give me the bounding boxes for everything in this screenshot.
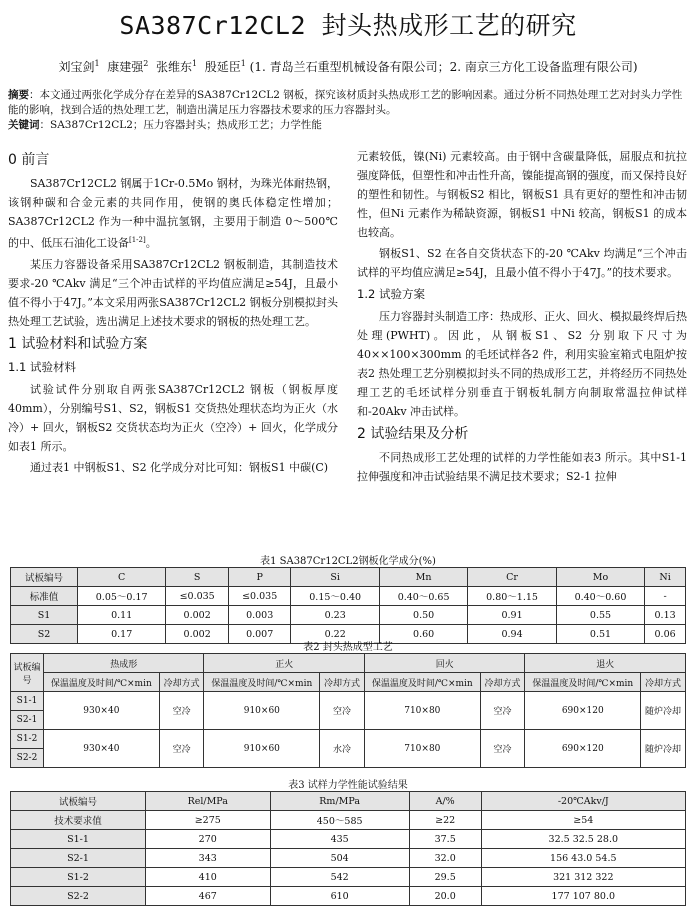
cell: 空冷 xyxy=(320,692,365,730)
header-cell: Cr xyxy=(468,568,556,587)
header-cell: Rel/MPa xyxy=(146,792,271,811)
keywords-text: ：SA387Cr12CL2；压力容器封头；热成形工艺；力学性能 xyxy=(39,119,322,131)
cell: 空冷 xyxy=(159,692,204,730)
paper-title: SA387Cr12CL2 封头热成形工艺的研究 xyxy=(119,11,577,40)
header-cell: Mo xyxy=(556,568,644,587)
table-caption: 表3 试样力学性能试验结果 xyxy=(288,780,408,791)
cell: S1-1 xyxy=(11,830,146,849)
cell: 随炉冷却 xyxy=(641,692,686,730)
cell: 0.13 xyxy=(645,606,686,625)
table-header-row xyxy=(11,792,686,811)
cell: 0.15～0.40 xyxy=(291,587,379,606)
table-row xyxy=(11,730,686,749)
cell: 32.0 xyxy=(409,849,481,868)
cell: 435 xyxy=(270,830,409,849)
affil-mark: 1 xyxy=(94,59,100,68)
header-cell: 正火 xyxy=(204,654,364,673)
cell: 504 xyxy=(270,849,409,868)
table1-block xyxy=(10,552,686,644)
cell: 610 xyxy=(270,887,409,906)
header-cell: 试板编号 xyxy=(11,654,44,692)
cell: 0.06 xyxy=(645,625,686,644)
cell: 0.002 xyxy=(166,625,229,644)
header-cell: 冷却方式 xyxy=(480,673,525,692)
cell: 930×40 xyxy=(44,730,160,768)
cell: S2-1 xyxy=(11,849,146,868)
paragraph: 某压力容器设备采用SA387Cr12CL2 钢板制造，其制造技术要求-20 ℃Akv 满足“三个冲击试样的平均值应满足≥54J，且最小值不得小于47J。”本文采用两张SA387Cr12CL2 钢板分别模拟封头热处理工艺试验，选出满足上述技术要求的钢板的热处理工艺。 xyxy=(8,257,338,328)
affil-mark: 2 xyxy=(143,59,149,68)
cell: 0.55 xyxy=(556,606,644,625)
cell: 0.50 xyxy=(379,606,467,625)
header-cell: C xyxy=(77,568,165,587)
cell: 29.5 xyxy=(409,868,481,887)
cell: 450～585 xyxy=(270,811,409,830)
paragraph: 试验试件分别取自两张SA387Cr12CL2 钢板（钢板厚度 40mm），分别编号S1、S2，钢板S1 交货热处理状态均为正火（水冷）+ 回火，钢板S2 交货状态均为正火（空冷）+ 回火，化学成分如表1 所示。 xyxy=(8,382,338,453)
table-row xyxy=(11,849,686,868)
table-row xyxy=(11,830,686,849)
header-cell: 试板编号 xyxy=(11,792,146,811)
paragraph-text: SA387Cr12CL2 钢属于1Cr-0.5Mo 钢材，为珠光体耐热钢，该钢种碳和合金元素的共同作用，使钢的奥氏体稳定性增加；SA387Cr12CL2 作为一种中温抗氢钢，主要用于制造 0～500℃的中、低压石油化工设备 xyxy=(8,177,338,250)
table-row xyxy=(11,692,686,711)
cell: 710×80 xyxy=(364,692,480,730)
table1 xyxy=(10,567,686,644)
cell: 0.05～0.17 xyxy=(77,587,165,606)
cell: ≤0.035 xyxy=(166,587,229,606)
cell: 910×60 xyxy=(204,692,320,730)
cell: 随炉冷却 xyxy=(641,730,686,768)
cell: 0.80～1.15 xyxy=(468,587,556,606)
header-cell: A/% xyxy=(409,792,481,811)
paragraph: 压力容器封头制造工序：热成形、正火、回火、模拟最终焊后热处理(PWHT)。因此，从钢板S1、S2 分别取下尺寸为 40××100×300mm 的毛坯试样各2 件，利用实验室箱式电阻炉按表2 热处理工艺分别模拟封头不同的热成形工艺，并将经历不同热处理工艺的毛坯试样分别垂直于钢板轧制方向制取常温拉伸试样和-20Akv 冲击试样。 xyxy=(357,310,687,418)
cell: 156 43.0 54.5 xyxy=(481,849,685,868)
paragraph: 不同热成形工艺处理的试样的力学性能如表3 所示。其中S1-1 拉伸强度和冲击试验结果不满足技术要求；S2-1 拉伸 xyxy=(357,451,687,483)
table2-block xyxy=(10,638,686,768)
cell: 20.0 xyxy=(409,887,481,906)
table2 xyxy=(10,653,686,768)
affil-mark: 1 xyxy=(191,59,198,68)
header-cell: Mn xyxy=(379,568,467,587)
cell: 空冷 xyxy=(480,692,525,730)
author-line xyxy=(0,58,696,75)
header-cell: 热成形 xyxy=(44,654,204,673)
cell: 0.91 xyxy=(468,606,556,625)
cell: 0.94 xyxy=(468,625,556,644)
cell: 技术要求值 xyxy=(11,811,146,830)
author-name: 殷延臣 xyxy=(204,60,241,74)
cell: 542 xyxy=(270,868,409,887)
paragraph: 元素较低，镍(Ni) 元素较高。由于钢中含碳量降低，屈服点和抗拉强度降低，但塑性和冲击性升高，镍能提高钢的强度，而又保持良好的塑性和韧性。与钢板S2 相比，钢板S1 具有更好的塑性和冲击韧性，但Ni 元素作为稀缺资源，钢板S1 中Ni 较高，钢板S1 的成本也较高。 xyxy=(357,150,687,239)
cell: 0.40～0.65 xyxy=(379,587,467,606)
header-cell: 保温温度及时间/℃×min xyxy=(364,673,480,692)
cell: 水冷 xyxy=(320,730,365,768)
cell: S2-2 xyxy=(11,887,146,906)
cell: ≥54 xyxy=(481,811,685,830)
header-cell: 保温温度及时间/℃×min xyxy=(44,673,160,692)
table-caption: 表1 SA387Cr12CL2钢板化学成分(%) xyxy=(260,556,436,567)
cell: 0.22 xyxy=(291,625,379,644)
cell: 0.11 xyxy=(77,606,165,625)
cell: 270 xyxy=(146,830,271,849)
cell: 690×120 xyxy=(525,730,641,768)
paragraph: 通过表1 中钢板S1、S2 化学成分对比可知：钢板S1 中碳(C) xyxy=(30,460,329,474)
cell: 空冷 xyxy=(480,730,525,768)
cell: 0.007 xyxy=(228,625,291,644)
table-row xyxy=(11,887,686,906)
cell: S1 xyxy=(11,606,78,625)
cell: 空冷 xyxy=(159,730,204,768)
table-row xyxy=(11,868,686,887)
table3-block xyxy=(10,776,686,906)
header-cell: 冷却方式 xyxy=(320,673,365,692)
header-cell: Ni xyxy=(645,568,686,587)
cell: 177 107 80.0 xyxy=(481,887,685,906)
cell: S1-1 xyxy=(11,692,44,711)
table3 xyxy=(10,791,686,906)
header-cell: 退火 xyxy=(525,654,686,673)
cell: 0.23 xyxy=(291,606,379,625)
header-cell: 冷却方式 xyxy=(159,673,204,692)
header-cell: 保温温度及时间/℃×min xyxy=(204,673,320,692)
section-heading: 1 试验材料和试验方案 xyxy=(8,335,148,352)
cell: ≥22 xyxy=(409,811,481,830)
cell: S1-2 xyxy=(11,868,146,887)
cell: 690×120 xyxy=(525,692,641,730)
cell: 标准值 xyxy=(11,587,78,606)
cell: 32.5 32.5 28.0 xyxy=(481,830,685,849)
abstract-text: ：本文通过两张化学成分存在差异的SA387Cr12CL2 钢板，探究该材质封头热成形工艺的影响因素。通过分析不同热处理工艺对封头力学性能的影响，找到合适的热处理工艺，制造出满足压力容器技术要求的压力容器封头。 xyxy=(8,89,683,116)
abstract-block xyxy=(8,88,688,133)
cell: S2-2 xyxy=(11,749,44,768)
paragraph-text: 。 xyxy=(145,236,157,250)
cell: 0.40～0.60 xyxy=(556,587,644,606)
cell: ≤0.035 xyxy=(228,587,291,606)
table-row xyxy=(11,587,686,606)
cell: 410 xyxy=(146,868,271,887)
cell: 321 312 322 xyxy=(481,868,685,887)
subsection-heading: 1.2 试验方案 xyxy=(357,287,425,301)
cell: S2 xyxy=(11,625,78,644)
table-row xyxy=(11,811,686,830)
cell: 930×40 xyxy=(44,692,160,730)
left-column xyxy=(8,147,338,479)
cell: 710×80 xyxy=(364,730,480,768)
paragraph: 钢板S1、S2 在各自交货状态下的-20 ℃Akv 均满足“三个冲击试样的平均值应满足≥54J，且最小值不得小于47J。”的技术要求。 xyxy=(357,247,687,279)
cell: S1-2 xyxy=(11,730,44,749)
cell: 0.17 xyxy=(77,625,165,644)
affil-mark: 1 xyxy=(240,59,246,68)
header-cell: 试板编号 xyxy=(11,568,78,587)
section-heading: 2 试验结果及分析 xyxy=(357,426,469,442)
cell: 0.002 xyxy=(166,606,229,625)
header-cell: Si xyxy=(291,568,379,587)
cell: 37.5 xyxy=(409,830,481,849)
header-cell: -20℃Akv/J xyxy=(481,792,685,811)
cell: 467 xyxy=(146,887,271,906)
right-column xyxy=(357,147,687,488)
subsection-heading: 1.1 试验材料 xyxy=(8,359,76,374)
table-row xyxy=(11,606,686,625)
keywords-label: 关键词 xyxy=(8,119,40,131)
author-name: 张维东 xyxy=(155,60,192,74)
table-header-row xyxy=(11,568,686,587)
cell: 910×60 xyxy=(204,730,320,768)
author-name: 康建强 xyxy=(107,60,144,74)
cell: S2-1 xyxy=(11,711,44,730)
header-cell: P xyxy=(228,568,291,587)
cell: - xyxy=(645,587,686,606)
cell: 0.003 xyxy=(228,606,291,625)
cell: 343 xyxy=(146,849,271,868)
cell: 0.51 xyxy=(556,625,644,644)
cell: ≥275 xyxy=(146,811,271,830)
header-cell: 保温温度及时间/℃×min xyxy=(525,673,641,692)
table-caption: 表2 封头热成型工艺 xyxy=(303,642,393,653)
header-cell: S xyxy=(166,568,229,587)
affiliations: (1. 青岛兰石重型机械设备有限公司；2. 南京三方化工设备监理有限公司) xyxy=(249,60,638,74)
citation: [1-2] xyxy=(129,236,146,244)
header-cell: 冷却方式 xyxy=(641,673,686,692)
table-header-row xyxy=(11,673,686,692)
cell: 0.60 xyxy=(379,625,467,644)
table-header-row xyxy=(11,654,686,673)
author-name: 刘宝剑 xyxy=(58,60,95,74)
paragraph xyxy=(8,174,338,253)
abstract-label: 摘要 xyxy=(8,89,29,101)
header-cell: Rm/MPa xyxy=(270,792,409,811)
section-heading: 0 前言 xyxy=(8,152,50,168)
header-cell: 回火 xyxy=(364,654,524,673)
